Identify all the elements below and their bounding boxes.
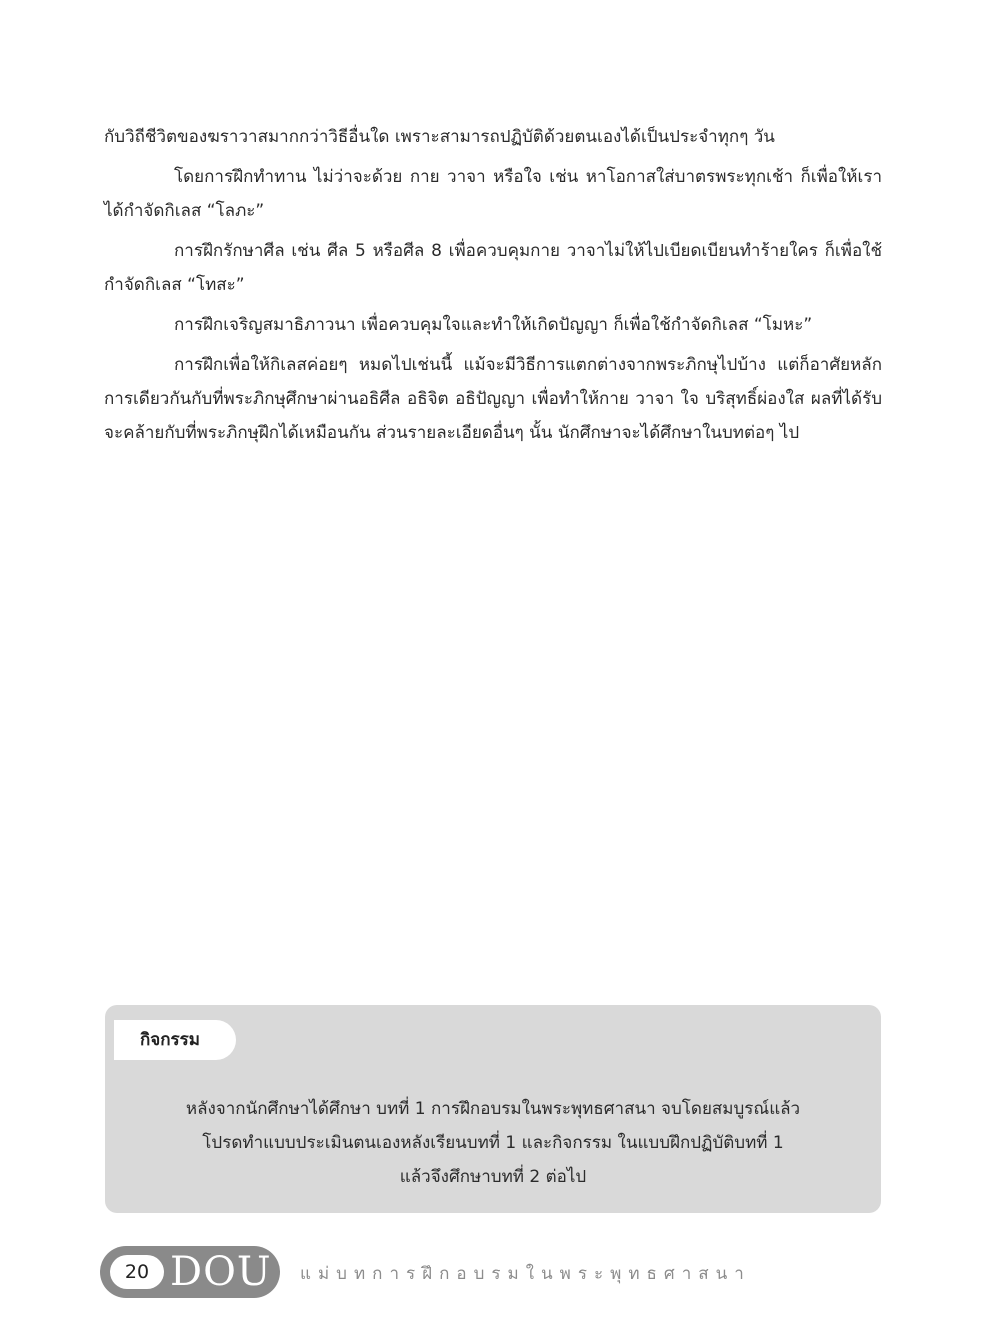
paragraph-5: การฝึกเพื่อให้กิเลสค่อยๆ หมดไปเช่นนี้ แม้จะมีวิธีการแตกต่างจากพระภิกษุไปบ้าง แต่ก็อาศัยหลักการเดียวกันกับที่พระภิกษุศึกษาผ่านอธิศีล อธิจิต อธิปัญญา เพื่อทำให้กาย วาจา ใจ บริสุทธิ์ผ่องใส ผลที่ได้รับจะคล้ายกับที่พระภิกษุฝึกได้เหมือนกัน ส่วนรายละเอียดอื่นๆ นั้น นักศึกษาจะได้ศึกษาในบทต่อๆ ไป	[104, 355, 882, 443]
activity-line-1: หลังจากนักศึกษาได้ศึกษา บทที่ 1 การฝึกอบรมในพระพุทธศาสนา จบโดยสมบูรณ์แล้ว	[185, 1099, 801, 1119]
activity-text	[125, 1092, 861, 1194]
paragraph-3: การฝึกรักษาศีล เช่น ศีล 5 หรือศีล 8 เพื่อควบคุมกาย วาจาไม่ให้ไปเบียดเบียนทำร้ายใคร ก็เพื่อใช้กำจัดกิเลส “โทสะ”	[104, 241, 882, 295]
activity-line-3: แล้วจึงศึกษาบทที่ 2 ต่อไป	[399, 1167, 587, 1187]
page-number: 20	[110, 1255, 164, 1289]
paragraph-4: การฝึกเจริญสมาธิภาวนา เพื่อควบคุมใจและทำให้เกิดปัญญา ก็เพื่อใช้กำจัดกิเลส “โมหะ”	[174, 315, 813, 335]
activity-line-2: โปรดทำแบบประเมินตนเองหลังเรียนบทที่ 1 และกิจกรรม ในแบบฝึกปฏิบัติบทที่ 1	[202, 1133, 784, 1153]
paragraph-2: โดยการฝึกทำทาน ไม่ว่าจะด้วย กาย วาจา หรือใจ เช่น หาโอกาสใส่บาตรพระทุกเช้า ก็เพื่อให้เราได้กำจัดกิเลส “โลภะ”	[104, 167, 882, 221]
footer-book-title: แม่บทการฝึกอบรมในพระพุทธศาสนา	[300, 1264, 751, 1284]
body-text	[104, 120, 882, 450]
paragraph-1: กับวิถีชีวิตของฆราวาสมากกว่าวิธีอื่นใด เพราะสามารถปฏิบัติด้วยตนเองได้เป็นประจำทุกๆ วัน	[104, 127, 775, 147]
dou-logo: DOU	[170, 1249, 272, 1295]
activity-title: กิจกรรม	[114, 1020, 236, 1060]
